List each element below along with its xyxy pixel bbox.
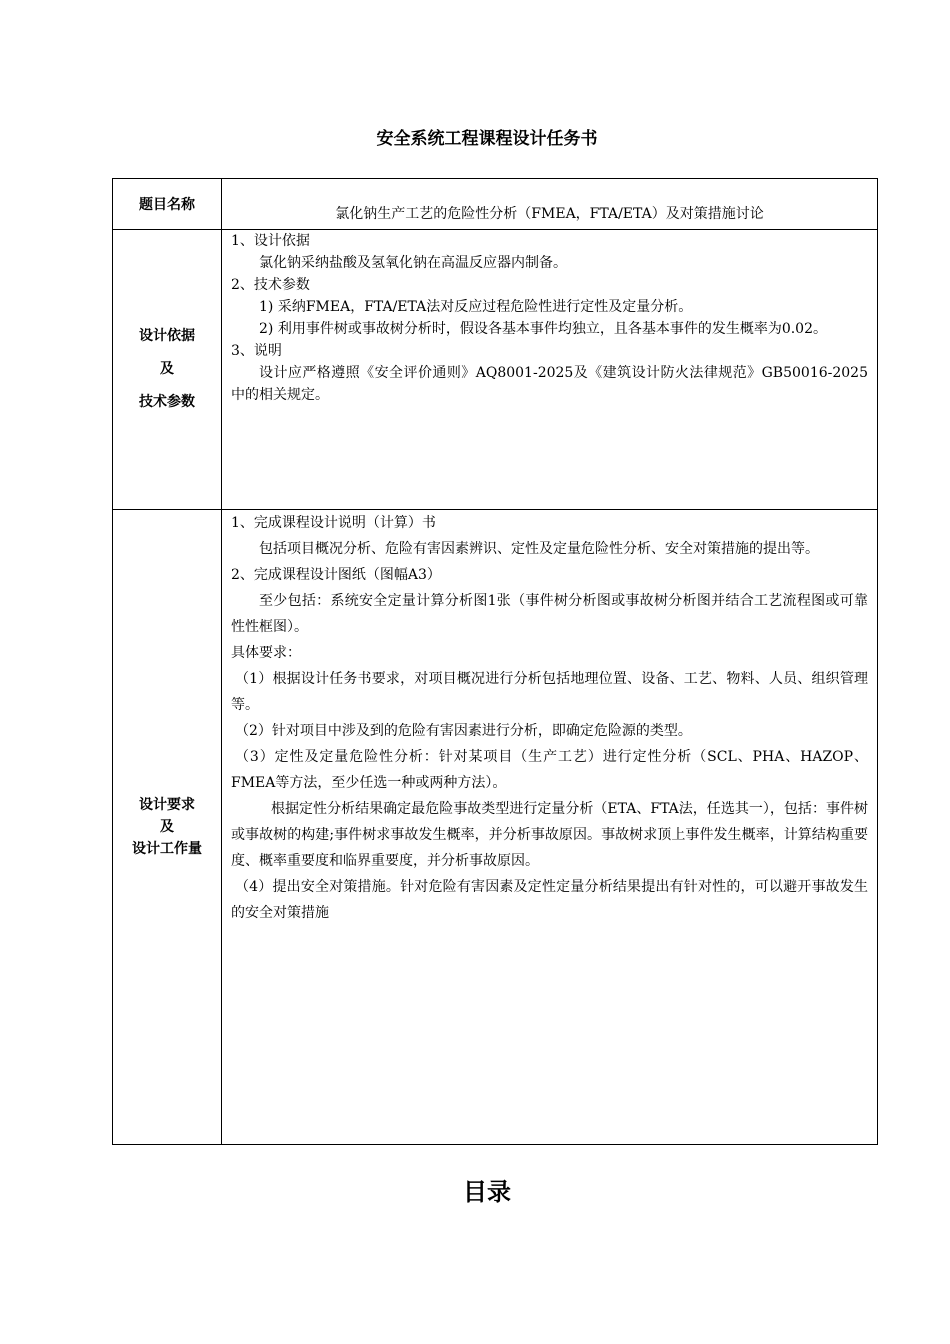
paragraph: （2）针对项目中涉及到的危险有害因素进行分析，即确定危险源的类型。: [235, 723, 692, 739]
paragraph: 3、说明: [231, 343, 282, 359]
requirements-content: [222, 510, 878, 1145]
label-line: 及: [160, 361, 174, 377]
paragraph: 具体要求：: [231, 645, 301, 661]
basis-content: [222, 230, 878, 510]
row-label-requirements: [113, 510, 222, 1145]
paragraph: 2) 利用事件树或事故树分析时，假设各基本事件均独立，且各基本事件的发生概率为0.02。: [259, 321, 827, 337]
paragraph: 2、完成课程设计图纸（图幅A3）: [231, 567, 441, 583]
topic-content: [222, 179, 878, 230]
table-row: [113, 179, 878, 230]
label-line: 设计依据: [139, 328, 195, 344]
paragraph: 1) 采纳FMEA，FTA/ETA法对反应过程危险性进行定性及定量分析。: [259, 299, 693, 315]
paragraph: 2、技术参数: [231, 277, 310, 293]
paragraph: 设计应严格遵照《安全评价通则》AQ8001-2025及《建筑设计防火法律规范》GB50016-2025中的相关规定。: [231, 365, 868, 403]
label-line: 设计工作量: [132, 841, 202, 857]
toc-title: 目录: [463, 1178, 511, 1206]
label-line: 设计要求: [139, 797, 195, 813]
paragraph: 氯化钠采纳盐酸及氢氧化钠在高温反应器内制备。: [259, 255, 567, 271]
paragraph: 根据定性分析结果确定最危险事故类型进行定量分析（ETA、FTA法，任选其一），包括：事件树或事故树的构建;事件树求事故发生概率，并分析事故原因。事故树求顶上事件发生概率，计算结构重要度、概率重要度和临界重要度，并分析事故原因。: [231, 801, 868, 869]
paragraph: 至少包括：系统安全定量计算分析图1张（事件树分析图或事故树分析图并结合工艺流程图或可靠性性框图）。: [231, 593, 868, 635]
paragraph: 1、设计依据: [231, 233, 310, 249]
topic-text: 氯化钠生产工艺的危险性分析（FMEA，FTA/ETA）及对策措施讨论: [335, 206, 764, 222]
paragraph: （4）提出安全对策措施。针对危险有害因素及定性定量分析结果提出有针对性的，可以避开事故发生的安全对策措施: [231, 879, 868, 921]
paragraph: （3）定性及定量危险性分析：针对某项目（生产工艺）进行定性分析（SCL、PHA、HAZOP、FMEA等方法，至少任选一种或两种方法）。: [231, 749, 868, 791]
label-line: 技术参数: [139, 394, 195, 410]
document-title: 安全系统工程课程设计任务书: [376, 129, 598, 149]
paragraph: 包括项目概况分析、危险有害因素辨识、定性及定量危险性分析、安全对策措施的提出等。: [259, 541, 819, 557]
table-row: [113, 230, 878, 510]
label-line: 及: [160, 819, 174, 835]
table-row: [113, 510, 878, 1145]
row-label-basis: [113, 230, 222, 510]
row-label-topic: 题目名称: [113, 179, 222, 230]
task-table: [112, 178, 878, 1145]
paragraph: 1、完成课程设计说明（计算）书: [231, 515, 436, 531]
paragraph: （1）根据设计任务书要求，对项目概况进行分析包括地理位置、设备、工艺、物料、人员、组织管理等。: [231, 671, 868, 713]
